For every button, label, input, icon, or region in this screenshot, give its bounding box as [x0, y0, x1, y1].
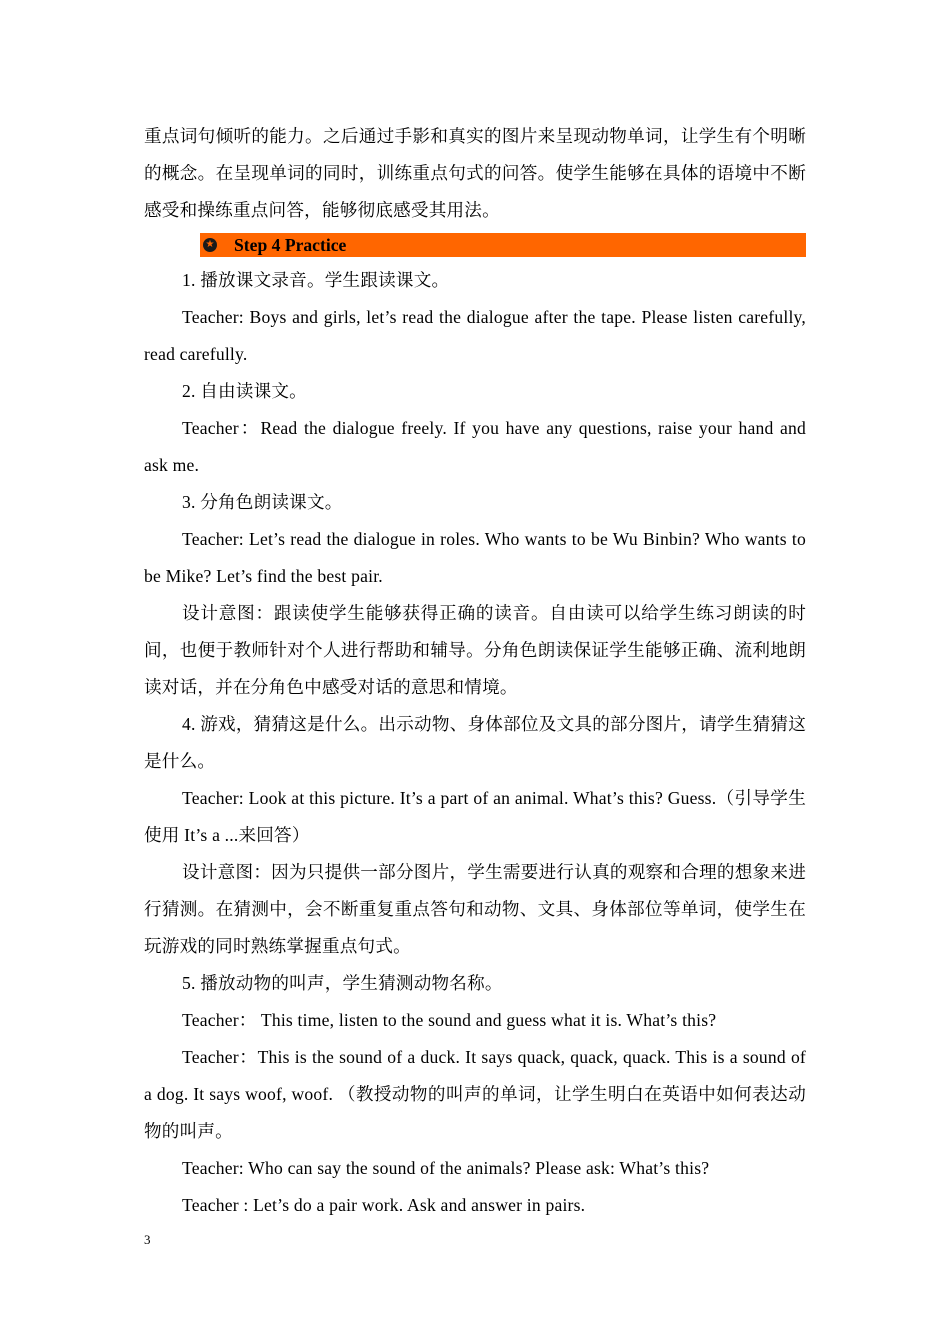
paragraph: 1. 播放课文录音。学生跟读课文。 [182, 270, 450, 290]
paragraph: Teacher: Who can say the sound of the animals? Please ask: What’s this? [182, 1158, 710, 1178]
paragraph: 4. 游戏，猜猜这是什么。出示动物、身体部位及文具的部分图片，请学生猜猜这是什么。 [144, 714, 806, 771]
paragraph: 设计意图：跟读使学生能够获得正确的读音。自由读可以给学生练习朗读的时间，也便于教师针对个人进行帮助和辅导。分角色朗读保证学生能够正确、流利地朗读对话，并在分角色中感受对话的意思和情境。 [144, 603, 806, 697]
paragraph: 5. 播放动物的叫声，学生猜测动物名称。 [182, 973, 503, 993]
paragraph: 2. 自由读课文。 [182, 381, 307, 401]
intro-block [144, 118, 806, 229]
paragraph: Teacher: Boys and girls, let’s read the dialogue after the tape. Please listen carefully, read carefully. [144, 307, 806, 364]
paragraph: 设计意图：因为只提供一部分图片，学生需要进行认真的观察和合理的想象来进行猜测。在猜测中，会不断重复重点答句和动物、文具、身体部位等单词，使学生在玩游戏的同时熟练掌握重点句式。 [144, 862, 806, 956]
paragraph: 3. 分角色朗读课文。 [182, 492, 343, 512]
step-heading-bar [200, 233, 806, 257]
paragraph: Teacher : Let’s do a pair work. Ask and answer in pairs. [182, 1195, 586, 1215]
paragraph: Teacher: Let’s read the dialogue in roles. Who wants to be Wu Binbin? Who wants to be Mike? Let’s find the best pair. [144, 529, 806, 586]
paragraph: Teacher：Read the dialogue freely. If you have any questions, raise your hand and ask me. [144, 418, 806, 475]
paragraph: Teacher：This is the sound of a duck. It says quack, quack, quack. This is a sound of a dog. It says woof, woof. （教授动物的叫声的单词，让学生明白在英语中如何表达动物的叫声。 [144, 1047, 806, 1141]
step-heading: Step 4 Practice [234, 234, 347, 255]
paragraph: Teacher： This time, listen to the sound and guess what it is. What’s this? [182, 1010, 717, 1030]
star-bullet-icon: ★ [203, 238, 217, 252]
intro-paragraph: 重点词句倾听的能力。之后通过手影和真实的图片来呈现动物单词，让学生有个明晰的概念。在呈现单词的同时，训练重点句式的问答。使学生能够在具体的语境中不断感受和操练重点问答，能够彻底感受其用法。 [144, 126, 806, 220]
paragraph: Teacher: Look at this picture. It’s a part of an animal. What’s this? Guess.（引导学生使用 It’s a ...来回答） [144, 788, 806, 845]
practice-section [144, 262, 806, 1224]
page-number: 3 [144, 1232, 151, 1247]
